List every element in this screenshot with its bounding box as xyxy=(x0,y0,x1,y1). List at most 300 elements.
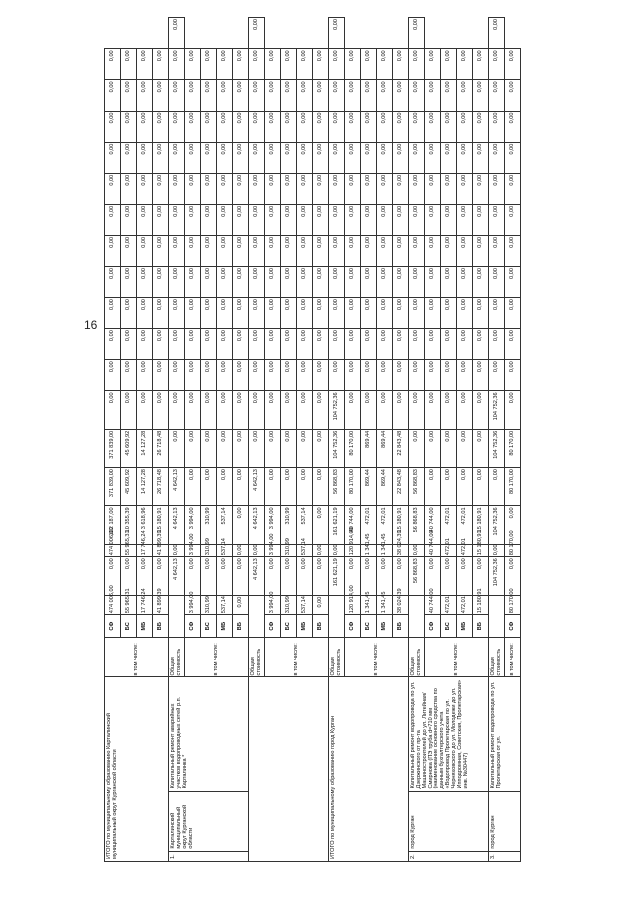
row-number: 1. xyxy=(169,851,249,861)
table-row xyxy=(409,18,425,862)
amount-cell: 0,00 xyxy=(489,298,505,329)
amount-cell: 0,00 xyxy=(457,391,473,429)
amount-cell: 0,00 xyxy=(153,80,169,111)
amount-cell: 0,00 xyxy=(105,80,121,111)
amount-cell: 0,00 xyxy=(105,329,121,360)
amount-cell: 537,14 xyxy=(297,595,313,615)
amount-cell: 0,00 xyxy=(441,80,457,111)
amount-cell: 10 355,39 xyxy=(121,506,137,544)
amount-cell: 371 839,00 xyxy=(105,468,121,506)
amount-cell: 0,00 xyxy=(297,49,313,80)
amount-cell: 0,00 xyxy=(425,111,441,142)
amount-cell: 4 642,13 xyxy=(169,506,185,544)
amount-cell: 0,00 xyxy=(345,298,361,329)
amount-cell: 0,00 xyxy=(153,360,169,391)
amount-cell: 0,00 xyxy=(393,266,409,297)
amount-cell: 0,00 xyxy=(393,204,409,235)
amount-cell: 0,00 xyxy=(425,391,441,429)
amount-cell: 0,00 xyxy=(409,429,425,467)
amount-cell: 0,00 xyxy=(329,49,345,80)
amount-cell: 104 752,36 xyxy=(489,557,505,595)
amount-cell: 0,00 xyxy=(121,391,137,429)
amount-cell: 0,00 xyxy=(137,235,153,266)
amount-cell: 0,00 xyxy=(121,142,137,173)
amount-cell: 0,00 xyxy=(425,298,441,329)
amount-cell: 0,00 xyxy=(249,18,265,49)
amount-cell: 0,00 xyxy=(137,557,153,595)
amount-cell: 40 744,00 xyxy=(425,544,441,556)
amount-cell: 537,14 xyxy=(297,506,313,544)
amount-cell: 0,00 xyxy=(185,142,201,173)
amount-cell: 0,00 xyxy=(457,235,473,266)
amount-cell: 0,00 xyxy=(201,557,217,595)
amount-cell: 0,00 xyxy=(265,329,281,360)
amount-cell: 0,00 xyxy=(233,266,249,297)
financing-table xyxy=(104,17,521,862)
amount-cell: 45 609,92 xyxy=(121,468,137,506)
amount-cell: 0,00 xyxy=(217,204,233,235)
amount-cell: 0,00 xyxy=(345,111,361,142)
amount-cell: 0,00 xyxy=(297,360,313,391)
amount-cell: 0,00 xyxy=(505,142,521,173)
amount-cell: 869,44 xyxy=(361,429,377,467)
amount-cell: 0,00 xyxy=(137,80,153,111)
amount-cell: 0,00 xyxy=(297,298,313,329)
amount-cell: 80 170,00 xyxy=(345,468,361,506)
amount-cell: 0,00 xyxy=(457,173,473,204)
amount-cell: 0,00 xyxy=(217,142,233,173)
amount-cell: 472,01 xyxy=(441,595,457,615)
source-code: БС xyxy=(201,615,217,638)
total-cost-label: Общая стоимость xyxy=(169,638,185,677)
amount-cell: 0,00 xyxy=(297,429,313,467)
amount-cell: 0,00 xyxy=(425,80,441,111)
amount-cell: 0,00 xyxy=(409,18,425,49)
amount-cell: 3 994,00 xyxy=(265,544,281,556)
amount-cell: 0,00 xyxy=(393,173,409,204)
amount-cell: 0,00 xyxy=(169,204,185,235)
amount-cell: 0,00 xyxy=(233,111,249,142)
amount-cell: 0,00 xyxy=(265,429,281,467)
amount-cell: 0,00 xyxy=(473,80,489,111)
amount-cell: 0,00 xyxy=(249,429,265,467)
amount-cell: 0,00 xyxy=(121,111,137,142)
source-code: МБ xyxy=(457,615,473,638)
amount-cell: 0,00 xyxy=(153,557,169,595)
amount-cell: 0,00 xyxy=(441,468,457,506)
amount-cell: 0,00 xyxy=(313,204,329,235)
amount-cell: 0,00 xyxy=(217,80,233,111)
amount-cell: 0,00 xyxy=(121,298,137,329)
amount-cell: 0,00 xyxy=(249,204,265,235)
row-number: 2. xyxy=(409,851,489,861)
amount-cell: 0,00 xyxy=(313,235,329,266)
object-name-cell: Капитальный ремонт водопровода по ул. Дзержинского от пр-та Машиностроителей до ул. Литейная/Смирнова (ПЭ труба d=710 мм (наименование основного средства по данным бухгалтерского учета «Водопровод Пролетарская по ул. Черняховского до ул. Молодежи до ул. Ипподромная, Советская, Пролетарская» инв. №30447) xyxy=(409,677,489,791)
amount-cell: 0,00 xyxy=(489,266,505,297)
amount-cell: 0,00 xyxy=(281,360,297,391)
amount-cell: 0,00 xyxy=(281,298,297,329)
amount-cell: 0,00 xyxy=(153,235,169,266)
amount-cell: 537,14 xyxy=(217,544,233,556)
table-row xyxy=(249,18,265,862)
amount-cell: 161 621,19 xyxy=(329,557,345,595)
amount-cell: 3 994,00 xyxy=(185,595,201,615)
amount-cell: 0,00 xyxy=(313,506,329,544)
amount-cell: 0,00 xyxy=(313,557,329,595)
amount-cell: 0,00 xyxy=(409,49,425,80)
amount-cell: 0,00 xyxy=(361,360,377,391)
amount-cell: 0,00 xyxy=(473,468,489,506)
amount-cell: 80 170,00 xyxy=(345,429,361,467)
amount-cell: 0,00 xyxy=(281,111,297,142)
amount-cell: 0,00 xyxy=(265,80,281,111)
amount-cell: 371 839,00 xyxy=(105,429,121,467)
amount-cell: 0,00 xyxy=(185,173,201,204)
amount-cell: 472,01 xyxy=(377,506,393,544)
amount-cell: 0,00 xyxy=(265,468,281,506)
amount-cell: 0,00 xyxy=(425,142,441,173)
amount-cell: 0,00 xyxy=(185,329,201,360)
amount-cell: 537,14 xyxy=(217,506,233,544)
amount-cell: 0,00 xyxy=(441,429,457,467)
amount-cell: 4 642,13 xyxy=(249,468,265,506)
amount-cell: 0,00 xyxy=(105,204,121,235)
amount-cell: 15 180,91 xyxy=(473,506,489,544)
amount-cell: 0,00 xyxy=(489,468,505,506)
amount-cell: 0,00 xyxy=(409,298,425,329)
source-code: МБ xyxy=(297,615,313,638)
amount-cell: 0,00 xyxy=(457,80,473,111)
amount-cell: 0,00 xyxy=(425,468,441,506)
amount-cell: 0,00 xyxy=(425,173,441,204)
amount-cell: 17 746,24 xyxy=(137,544,153,556)
amount-cell: 0,00 xyxy=(121,235,137,266)
amount-cell: 0,00 xyxy=(473,557,489,595)
amount-cell: 0,00 xyxy=(297,557,313,595)
amount-cell: 0,00 xyxy=(393,111,409,142)
in-that-label: в том числе: xyxy=(265,638,329,677)
amount-cell: 0,00 xyxy=(217,111,233,142)
amount-cell: 0,00 xyxy=(137,111,153,142)
amount-cell: 0,00 xyxy=(217,298,233,329)
amount-cell: 0,00 xyxy=(361,266,377,297)
amount-cell: 0,00 xyxy=(105,266,121,297)
amount-cell: 0,00 xyxy=(409,111,425,142)
amount-cell: 0,00 xyxy=(313,49,329,80)
amount-cell: 0,00 xyxy=(489,18,505,49)
amount-cell: 0,00 xyxy=(153,49,169,80)
amount-cell: 0,00 xyxy=(457,298,473,329)
amount-cell: 0,00 xyxy=(345,266,361,297)
amount-cell: 15 180,91 xyxy=(473,595,489,615)
source-code: МБ xyxy=(377,615,393,638)
amount-cell: 0,00 xyxy=(281,391,297,429)
amount-cell: 0,00 xyxy=(409,235,425,266)
amount-cell: 0,00 xyxy=(201,235,217,266)
source-code: СФ xyxy=(425,615,441,638)
amount-cell: 0,00 xyxy=(185,298,201,329)
amount-cell: 0,00 xyxy=(409,544,425,556)
amount-cell: 0,00 xyxy=(361,329,377,360)
amount-cell: 472,01 xyxy=(457,595,473,615)
amount-cell: 0,00 xyxy=(217,391,233,429)
amount-cell: 0,00 xyxy=(281,173,297,204)
amount-cell: 0,00 xyxy=(281,429,297,467)
amount-cell: 80 170,00 xyxy=(505,468,521,506)
amount-cell: 0,00 xyxy=(425,329,441,360)
amount-cell: 0,00 xyxy=(489,142,505,173)
amount-cell: 0,00 xyxy=(201,111,217,142)
amount-cell: 0,00 xyxy=(313,266,329,297)
table-row xyxy=(105,18,121,862)
section-title-cell: ИТОГО по муниципальному образованию город Курган xyxy=(329,677,409,862)
amount-cell: 0,00 xyxy=(377,298,393,329)
amount-cell: 0,00 xyxy=(105,235,121,266)
amount-cell: 14 127,28 xyxy=(137,468,153,506)
amount-cell: 0,00 xyxy=(297,142,313,173)
amount-cell: 0,00 xyxy=(457,360,473,391)
source-code: МБ xyxy=(137,615,153,638)
amount-cell: 0,00 xyxy=(233,49,249,80)
amount-cell: 0,00 xyxy=(217,49,233,80)
amount-cell: 0,00 xyxy=(185,235,201,266)
amount-cell: 40 744,00 xyxy=(425,595,441,615)
amount-cell: 474 006,00 xyxy=(105,544,121,556)
amount-cell: 0,00 xyxy=(457,468,473,506)
amount-cell: 0,00 xyxy=(105,298,121,329)
amount-cell: 0,00 xyxy=(377,360,393,391)
amount-cell: 0,00 xyxy=(473,391,489,429)
amount-cell: 0,00 xyxy=(489,235,505,266)
amount-cell: 26 718,48 xyxy=(153,468,169,506)
amount-cell: 0,00 xyxy=(409,329,425,360)
amount-cell: 0,00 xyxy=(329,18,345,49)
amount-cell: 0,00 xyxy=(377,557,393,595)
amount-cell: 0,00 xyxy=(361,557,377,595)
amount-cell: 0,00 xyxy=(425,204,441,235)
amount-cell: 120 914,00 xyxy=(345,544,361,556)
amount-cell: 0,00 xyxy=(265,391,281,429)
amount-cell: 0,00 xyxy=(233,204,249,235)
amount-cell: 0,00 xyxy=(361,391,377,429)
amount-cell: 0,00 xyxy=(425,235,441,266)
amount-cell: 0,00 xyxy=(297,80,313,111)
amount-cell: 0,00 xyxy=(297,173,313,204)
amount-cell: 0,00 xyxy=(361,173,377,204)
amount-cell: 41 899,39 xyxy=(153,544,169,556)
amount-cell: 0,00 xyxy=(281,266,297,297)
amount-cell: 55 965,31 xyxy=(121,595,137,615)
amount-cell: 0,00 xyxy=(441,49,457,80)
municipality-cell: Карталинский муниципальный округ Курганской области xyxy=(169,791,249,851)
amount-cell: 56 868,83 xyxy=(409,506,425,544)
amount-cell: 0,00 xyxy=(201,391,217,429)
amount-cell: 120 914,00 xyxy=(345,595,361,615)
amount-cell: 0,00 xyxy=(505,49,521,80)
amount-cell: 0,00 xyxy=(409,360,425,391)
amount-cell: 0,00 xyxy=(329,329,345,360)
amount-cell: 3 618,96 xyxy=(137,506,153,544)
amount-cell: 15 180,91 xyxy=(473,544,489,556)
amount-cell: 0,00 xyxy=(393,142,409,173)
amount-cell: 0,00 xyxy=(393,557,409,595)
amount-cell: 0,00 xyxy=(361,142,377,173)
amount-cell: 0,00 xyxy=(105,557,121,595)
amount-cell: 474 006,00 xyxy=(105,595,121,615)
amount-cell: 0,00 xyxy=(361,298,377,329)
amount-cell: 0,00 xyxy=(265,266,281,297)
amount-cell: 0,00 xyxy=(153,391,169,429)
amount-cell: 0,00 xyxy=(169,49,185,80)
amount-cell: 0,00 xyxy=(377,204,393,235)
amount-cell: 0,00 xyxy=(361,49,377,80)
amount-cell: 0,00 xyxy=(361,80,377,111)
amount-cell: 0,00 xyxy=(377,142,393,173)
amount-cell: 0,00 xyxy=(169,298,185,329)
amount-cell: 0,00 xyxy=(105,391,121,429)
amount-cell: 0,00 xyxy=(393,298,409,329)
amount-cell: 0,00 xyxy=(473,204,489,235)
total-cost-label: Общая стоимость xyxy=(489,638,505,677)
amount-cell: 0,00 xyxy=(457,204,473,235)
amount-cell: 0,00 xyxy=(233,329,249,360)
in-that-label: в том числе: xyxy=(425,638,489,677)
amount-cell: 0,00 xyxy=(441,235,457,266)
amount-cell: 0,00 xyxy=(377,329,393,360)
amount-cell: 0,00 xyxy=(121,173,137,204)
amount-cell: 0,00 xyxy=(201,468,217,506)
amount-cell: 0,00 xyxy=(441,204,457,235)
amount-cell: 0,00 xyxy=(505,329,521,360)
amount-cell: 0,00 xyxy=(313,360,329,391)
amount-cell: 1 341,45 xyxy=(361,595,377,615)
amount-cell: 310,99 xyxy=(281,595,297,615)
amount-cell: 80 170,00 xyxy=(505,429,521,467)
source-code: БС xyxy=(121,615,137,638)
object-name-cell: Капитальный ремонт водопровода по ул. Пролетарская от ул. xyxy=(489,677,521,791)
amount-cell: 0,00 xyxy=(185,80,201,111)
amount-cell: 0,00 xyxy=(377,235,393,266)
amount-cell: 0,00 xyxy=(505,111,521,142)
source-code: БС xyxy=(281,615,297,638)
amount-cell: 4 642,13 xyxy=(169,557,185,595)
in-that-label: в том числе: xyxy=(345,638,409,677)
amount-cell: 0,00 xyxy=(457,142,473,173)
amount-cell: 0,00 xyxy=(281,468,297,506)
amount-cell: 0,00 xyxy=(457,329,473,360)
amount-cell: 0,00 xyxy=(201,360,217,391)
amount-cell: 0,00 xyxy=(345,173,361,204)
amount-cell: 0,00 xyxy=(441,360,457,391)
amount-cell: 0,00 xyxy=(217,429,233,467)
amount-cell: 0,00 xyxy=(297,329,313,360)
amount-cell: 0,00 xyxy=(105,142,121,173)
amount-cell: 40 744,00 xyxy=(345,506,361,544)
amount-cell: 0,00 xyxy=(169,142,185,173)
amount-cell: 0,00 xyxy=(473,329,489,360)
amount-cell: 0,00 xyxy=(185,204,201,235)
amount-cell: 0,00 xyxy=(249,298,265,329)
amount-cell: 0,00 xyxy=(105,173,121,204)
amount-cell: 0,00 xyxy=(233,298,249,329)
amount-cell: 0,00 xyxy=(441,142,457,173)
amount-cell: 0,00 xyxy=(489,360,505,391)
amount-cell: 0,00 xyxy=(489,204,505,235)
in-that-label: в том числе: xyxy=(185,638,249,677)
amount-cell: 0,00 xyxy=(249,111,265,142)
amount-cell: 0,00 xyxy=(265,557,281,595)
amount-cell: 0,00 xyxy=(329,142,345,173)
blank-cell xyxy=(329,595,345,637)
source-code: ВБ xyxy=(393,615,409,638)
amount-cell: 0,00 xyxy=(105,111,121,142)
source-code: МБ xyxy=(217,615,233,638)
amount-cell: 537,14 xyxy=(217,595,233,615)
amount-cell: 0,00 xyxy=(313,80,329,111)
source-code: БС xyxy=(441,615,457,638)
amount-cell: 0,00 xyxy=(505,360,521,391)
amount-cell: 0,00 xyxy=(505,80,521,111)
amount-cell: 0,00 xyxy=(137,173,153,204)
amount-cell: 0,00 xyxy=(489,329,505,360)
amount-cell: 1 341,45 xyxy=(377,544,393,556)
amount-cell: 14 127,28 xyxy=(137,429,153,467)
amount-cell: 0,00 xyxy=(153,111,169,142)
amount-cell: 0,00 xyxy=(473,235,489,266)
amount-cell: 0,00 xyxy=(217,468,233,506)
amount-cell: 0,00 xyxy=(185,468,201,506)
amount-cell: 0,00 xyxy=(249,49,265,80)
amount-cell: 0,00 xyxy=(169,18,185,49)
amount-cell: 0,00 xyxy=(489,544,505,556)
amount-cell: 0,00 xyxy=(505,173,521,204)
amount-cell: 0,00 xyxy=(457,429,473,467)
amount-cell: 0,00 xyxy=(473,173,489,204)
section-title-cell xyxy=(249,677,329,862)
amount-cell: 310,99 xyxy=(281,506,297,544)
amount-cell: 0,00 xyxy=(393,391,409,429)
amount-cell: 0,00 xyxy=(153,329,169,360)
amount-cell: 0,00 xyxy=(329,360,345,391)
amount-cell: 4 642,13 xyxy=(169,468,185,506)
amount-cell: 0,00 xyxy=(329,111,345,142)
amount-cell: 310,99 xyxy=(201,595,217,615)
amount-cell: 0,00 xyxy=(217,329,233,360)
amount-cell: 0,00 xyxy=(217,173,233,204)
amount-cell: 0,00 xyxy=(105,49,121,80)
amount-cell: 15 180,91 xyxy=(393,506,409,544)
amount-cell: 0,00 xyxy=(457,557,473,595)
in-that-label: в том числе: xyxy=(105,638,169,677)
amount-cell: 0,00 xyxy=(313,173,329,204)
amount-cell: 0,00 xyxy=(345,142,361,173)
amount-cell: 472,01 xyxy=(457,544,473,556)
total-cost-label: Общая стоимость xyxy=(329,638,345,677)
amount-cell: 0,00 xyxy=(121,557,137,595)
amount-cell: 0,00 xyxy=(329,80,345,111)
amount-cell: 0,00 xyxy=(473,360,489,391)
amount-cell: 0,00 xyxy=(297,204,313,235)
source-code: БС xyxy=(361,615,377,638)
amount-cell: 0,00 xyxy=(457,49,473,80)
source-code: СФ xyxy=(185,615,201,638)
amount-cell: 0,00 xyxy=(313,329,329,360)
amount-cell: 0,00 xyxy=(329,235,345,266)
amount-cell: 472,01 xyxy=(361,506,377,544)
amount-cell: 0,00 xyxy=(473,429,489,467)
amount-cell: 0,00 xyxy=(329,204,345,235)
amount-cell: 104 752,36 xyxy=(489,506,505,544)
